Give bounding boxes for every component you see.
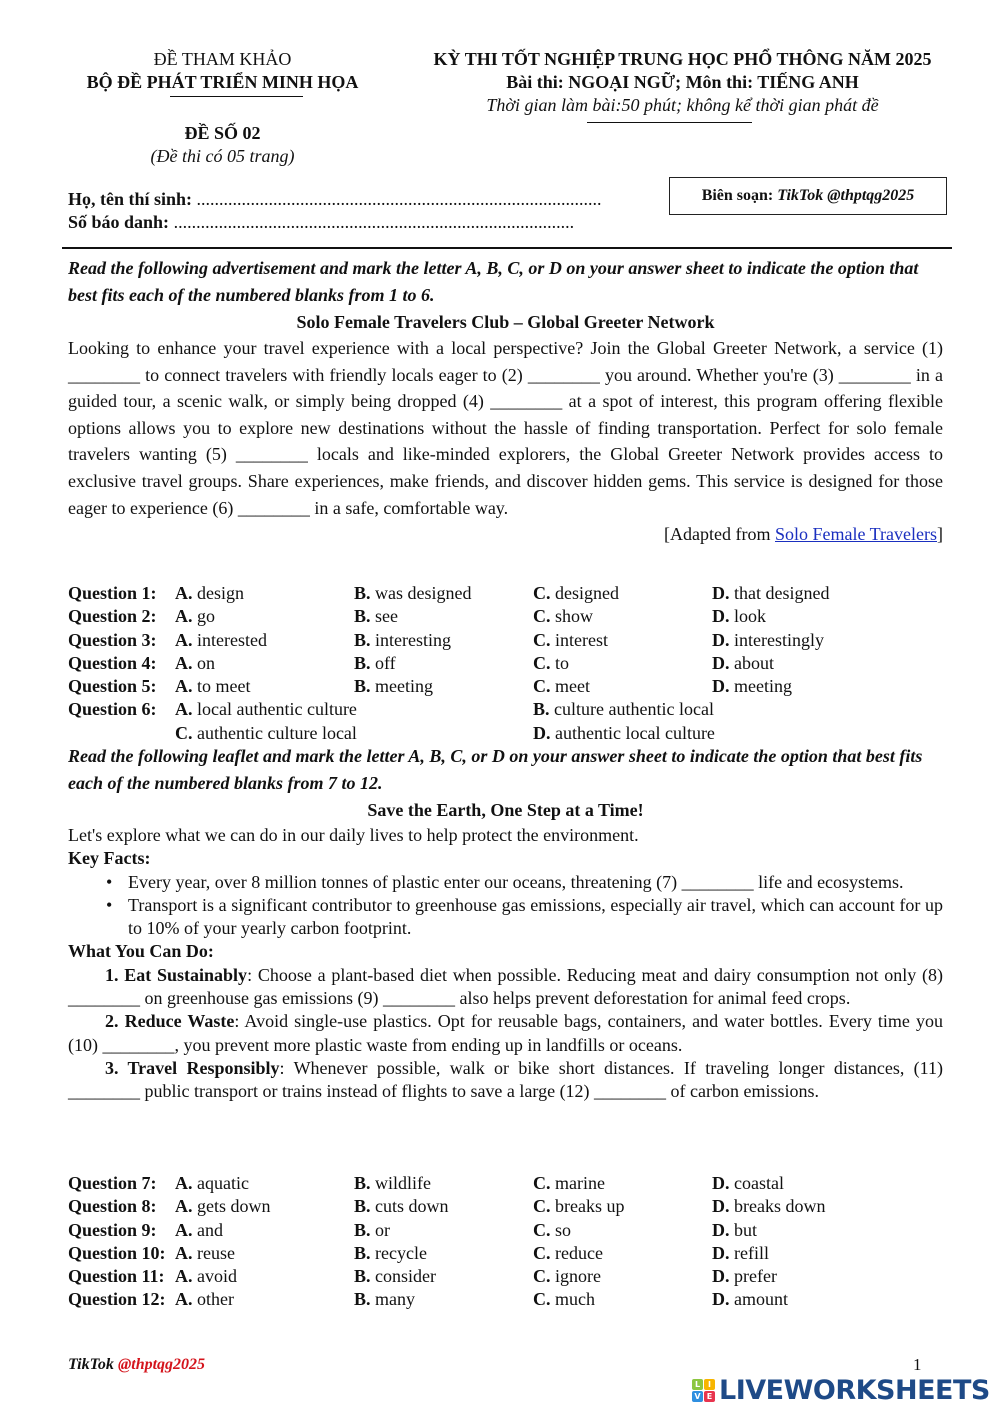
option-b[interactable]: B. consider (354, 1266, 436, 1287)
key-facts-heading: Key Facts: (68, 848, 151, 869)
option-c[interactable]: C. much (533, 1289, 595, 1310)
section1-title: Solo Female Travelers Club – Global Greeter Network (296, 312, 715, 332)
section2-intro: Let's explore what we can do in our daily lives to help protect the environment. (68, 825, 639, 845)
source-link[interactable]: Solo Female Travelers (775, 524, 937, 545)
option-a[interactable]: A. aquatic (175, 1173, 249, 1193)
question-row (68, 605, 943, 628)
option-c[interactable]: C. reduce (533, 1242, 603, 1263)
option-a[interactable]: A. reuse (175, 1242, 235, 1263)
question-row (68, 582, 943, 605)
option-b[interactable]: B. wildlife (354, 1173, 432, 1193)
question-row (68, 722, 943, 745)
option-c[interactable]: C. authentic culture local (175, 722, 357, 743)
question-label: Question 9: (68, 1219, 157, 1240)
action-item: 3. Travel Responsibly: Whenever possible, walk or bike short distances. If traveling longer distances, (11) ________ public transport or trains instead of flights to save a large (12) ________ of carbon emissions. (68, 1057, 943, 1102)
source-line (68, 521, 943, 547)
divider (587, 122, 752, 123)
option-c[interactable]: C. ignore (533, 1266, 601, 1287)
option-d[interactable]: D. look (712, 606, 767, 627)
question-row (68, 675, 943, 698)
question-label: Question 7: (68, 1173, 157, 1193)
question-row (68, 1288, 943, 1311)
question-label: Question 5: (68, 676, 157, 697)
section1-instruction: Read the following advertisement and mark the letter A, B, C, or D on your answer sheet to indicate the option that best fits each of the numbered blanks from 1 to 6. (68, 258, 919, 305)
section-leaflet (68, 743, 943, 1104)
option-d[interactable]: D. refill (712, 1242, 769, 1263)
option-c[interactable]: C. marine (533, 1173, 605, 1193)
option-a[interactable]: A. interested (175, 629, 267, 650)
section1-passage: Looking to enhance your travel experience with a local perspective? Join the Global Greeter Network, a service (1) ________ to connect travelers with friendly locals eager to (2) ________ you around. Whether you're (3) ________ in a guided tour, a scenic walk, or simply being dropped (4) ________ at a spot of interest, this program offering flexible options allows you to explore new destinations without the hassle of finding transportation. Perfect for solo female travelers wanting (5) ________ locals and like-minded explorers, the Global Greeter Network provides access to exclusive travel groups. Share experiences, make friends, and discover hidden gems. This service is designed for those eager to experience (6) ________ in a safe, comfortable way. (68, 338, 943, 518)
footer-handle: @thptqg2025 (117, 1356, 206, 1373)
question-label: Question 3: (68, 629, 157, 650)
option-b[interactable]: B. meeting (354, 676, 433, 697)
option-d[interactable]: D. but (712, 1219, 758, 1240)
option-c[interactable]: C. designed (533, 583, 619, 603)
option-a[interactable]: A. to meet (175, 676, 251, 697)
option-b[interactable]: B. off (354, 652, 396, 673)
credit-box (669, 177, 947, 215)
question-label: Question 8: (68, 1196, 157, 1217)
option-d[interactable]: D. coastal (712, 1173, 784, 1193)
key-fact: • Every year, over 8 million tonnes of plastic enter our oceans, threatening (7) ________ life and ecosystems. (68, 871, 943, 894)
option-a[interactable]: A. other (175, 1289, 234, 1310)
question-row (68, 1172, 943, 1195)
option-a[interactable]: A. and (175, 1219, 223, 1240)
question-label: Question 6: (68, 699, 157, 720)
credit-value: TikTok @thptqg2025 (777, 187, 915, 204)
questions-1-6 (68, 582, 943, 745)
student-name-label: Họ, tên thí sinh: (68, 189, 193, 209)
question-row (68, 1219, 943, 1242)
option-d[interactable]: D. prefer (712, 1266, 777, 1287)
header-divider (62, 247, 952, 249)
option-c[interactable]: C. breaks up (533, 1196, 625, 1217)
pages-note: (Đề thi có 05 trang) (150, 146, 295, 166)
option-b[interactable]: B. cuts down (354, 1196, 449, 1217)
page-number: 1 (913, 1355, 922, 1374)
option-b[interactable]: B. see (354, 606, 398, 627)
action-item: 1. Eat Sustainably: Choose a plant-based diet when possible. Reducing meat and dairy consumption not only (8) ________ on greenhouse gas emissions (9) ________ also helps prevent deforestation for animal feed crops. (68, 964, 943, 1009)
option-d[interactable]: D. authentic local culture (533, 722, 715, 743)
option-a[interactable]: A. on (175, 652, 215, 673)
credit-label: Biên soạn: (701, 187, 774, 204)
question-label: Question 2: (68, 606, 157, 627)
header-right (395, 48, 970, 117)
question-label: Question 4: (68, 652, 157, 673)
source-suffix: ] (937, 524, 943, 545)
bullet-icon: • (106, 871, 113, 892)
student-id-field[interactable]: ......................................................................................... (173, 212, 575, 232)
question-row (68, 652, 943, 675)
question-row (68, 629, 943, 652)
student-id-label: Số báo danh: (68, 212, 170, 232)
question-row (68, 1195, 943, 1218)
option-c[interactable]: C. interest (533, 629, 608, 650)
what-you-can-do-heading: What You Can Do: (68, 941, 214, 962)
exam-code: ĐỀ SỐ 02 (184, 123, 261, 143)
footer-brand: TikTok (68, 1356, 114, 1373)
option-b[interactable]: B. recycle (354, 1242, 427, 1263)
key-fact: • Transport is a significant contributor to greenhouse gas emissions, especially air travel, which can account for up to 10% of your yearly carbon footprint. (106, 894, 943, 939)
option-b[interactable]: B. or (354, 1219, 391, 1240)
option-d[interactable]: D. that designed (712, 583, 830, 603)
questions-7-12 (68, 1172, 943, 1312)
section2-title: Save the Earth, One Step at a Time! (367, 800, 644, 820)
question-label: Question 11: (68, 1266, 165, 1287)
subject-line: Bài thi: NGOẠI NGỮ; Môn thi: TIẾNG ANH (506, 72, 859, 92)
option-d[interactable]: D. meeting (712, 676, 792, 697)
exam-title: KỲ THI TỐT NGHIỆP TRUNG HỌC PHỔ THÔNG NĂM 2025 (433, 49, 932, 69)
option-d[interactable]: D. breaks down (712, 1196, 826, 1217)
question-row (68, 1265, 943, 1288)
student-info (68, 188, 602, 234)
option-a[interactable]: A. local authentic culture (175, 699, 357, 720)
question-label: Question 10: (68, 1242, 166, 1263)
question-row (68, 698, 943, 721)
option-b[interactable]: B. interesting (354, 629, 451, 650)
key-facts-list (68, 871, 943, 941)
option-c[interactable]: C. meet (533, 676, 590, 697)
liveworksheets-logo[interactable] (692, 1375, 990, 1406)
source-prefix: [Adapted from (664, 524, 775, 545)
option-a[interactable]: A. gets down (175, 1196, 271, 1217)
question-label: Question 1: (68, 583, 157, 603)
exam-set-title: BỘ ĐỀ PHÁT TRIỂN MINH HỌA (86, 72, 359, 92)
option-b[interactable]: B. many (354, 1289, 416, 1310)
option-d[interactable]: D. interestingly (712, 629, 824, 650)
section-advertisement (68, 255, 943, 547)
option-a[interactable]: A. avoid (175, 1266, 237, 1287)
time-note: Thời gian làm bài:50 phút; không kể thời gian phát đề (486, 95, 879, 115)
option-c[interactable]: C. to (533, 652, 570, 673)
divider (170, 96, 303, 97)
option-c[interactable]: C. so (533, 1219, 572, 1240)
option-d[interactable]: D. about (712, 652, 774, 673)
question-label: Question 12: (68, 1289, 166, 1310)
option-c[interactable]: C. show (533, 606, 594, 627)
liveworksheets-wordmark: LIVEWORKSHEETS (719, 1375, 990, 1406)
action-item: 2. Reduce Waste: Avoid single-use plastics. Opt for reusable bags, containers, and water bottles. Every time you (10) ________, you prevent more plastic waste from ending up in landfills or oceans. (68, 1011, 943, 1055)
student-name-field[interactable]: .......................................................................................... (196, 189, 602, 209)
option-b[interactable]: B. was designed (354, 583, 472, 603)
section2-instruction: Read the following leaflet and mark the letter A, B, C, or D on your answer sheet to indicate the option that best fits each of the numbered blanks from 7 to 12. (68, 746, 923, 793)
footer-credit (68, 1356, 205, 1374)
option-d[interactable]: D. amount (712, 1289, 788, 1310)
header-left (60, 48, 385, 168)
question-row (68, 1242, 943, 1265)
liveworksheets-icon: L I V E (692, 1379, 715, 1402)
option-a[interactable]: A. go (175, 606, 215, 627)
option-a[interactable]: A. design (175, 583, 244, 603)
reference-label: ĐỀ THAM KHẢO (153, 49, 292, 69)
bullet-icon: • (106, 894, 113, 915)
option-b[interactable]: B. culture authentic local (533, 699, 714, 720)
